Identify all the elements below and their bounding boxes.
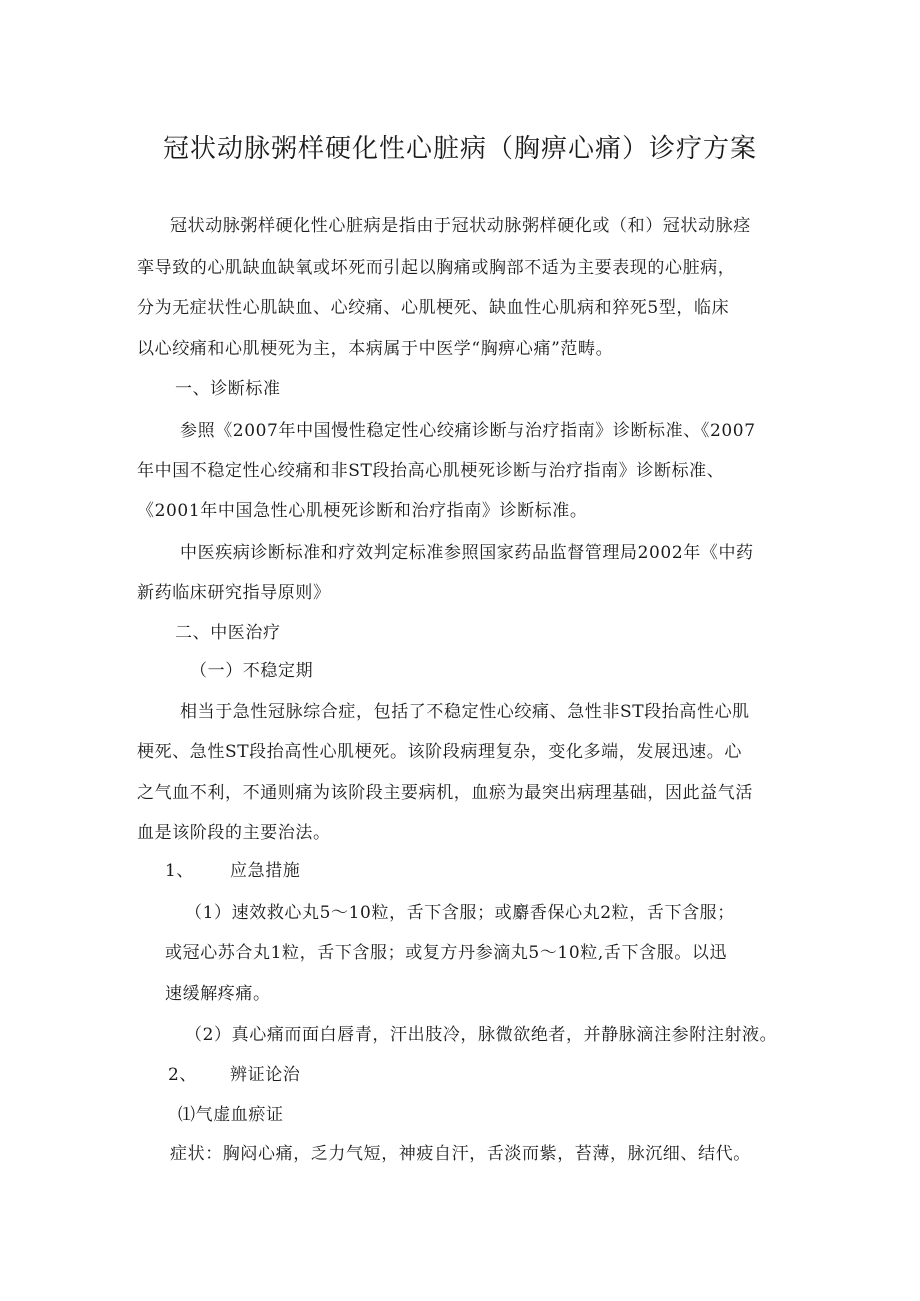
intro-line-3: 分为无症状性心肌缺血、心绞痛、心肌梗死、缺血性心肌病和猝死5型，临床 [137,298,730,318]
diagnosis-para2-line-2: 新药临床研究指导原则》 [137,583,331,603]
intro-line-2: 挛导致的心肌缺血缺氧或坏死而引起以胸痛或胸部不适为主要表现的心脏病， [137,258,736,278]
item-number-2: 2、 [168,1065,198,1085]
diagnosis-para1-line-2: 年中国不稳定性心绞痛和非ST段抬高心肌梗死诊断与治疗指南》诊断标准、 [137,461,725,481]
subsection-heading-unstable: （一）不稳定期 [190,661,314,681]
unstable-para-line-2: 梗死、急性ST段抬高性心肌梗死。该阶段病理复杂，变化多端，发展迅速。心 [137,742,742,762]
diagnosis-para2-line-1: 中医疾病诊断标准和疗效判定标准参照国家药品监督管理局2002年《中药 [180,543,754,563]
intro-line-1: 冠状动脉粥样硬化性心脏病是指由于冠状动脉粥样硬化或（和）冠状动脉痉 [170,216,751,236]
symptom-line: 症状：胸闷心痛，乏力气短，神疲自汗，舌淡而紫，苔薄，脉沉细、结代。 [170,1144,751,1164]
diagnosis-para1-line-3: 《2001年中国急性心肌梗死诊断和治疗指南》诊断标准。 [137,501,588,521]
emergency-p1-line-2: 或冠心苏合丸1粒，舌下含服；或复方丹参滴丸5～10粒,舌下含服。以迅 [165,943,728,963]
unstable-para-line-3: 之气血不利，不通则痛为该阶段主要病机，血瘀为最突出病理基础，因此益气活 [137,783,753,803]
syndrome-qi-deficiency: ⑴气虚血瘀证 [178,1105,284,1125]
item-heading-syndrome: 辨证论治 [230,1065,301,1085]
emergency-p2: （2）真心痛而面白唇青，汗出肢冷，脉微欲绝者，并静脉滴注参附注射液。 [185,1025,778,1045]
unstable-para-line-4: 血是该阶段的主要治法。 [137,823,331,843]
section-heading-diagnosis: 一、诊断标准 [175,379,281,399]
item-number-1: 1、 [165,861,195,881]
section-heading-tcm-treatment: 二、中医治疗 [175,623,281,643]
diagnosis-para1-line-1: 参照《2007年中国慢性稳定性心绞痛诊断与治疗指南》诊断标准、《2007 [180,421,756,441]
intro-line-4: 以心绞痛和心肌梗死为主，本病属于中医学“胸痹心痛”范畴。 [137,339,614,359]
unstable-para-line-1: 相当于急性冠脉综合症，包括了不稳定性心绞痛、急性非ST段抬高性心肌 [180,702,750,722]
emergency-p1-line-1: （1）速效救心丸5～10粒，舌下含服；或麝香保心丸2粒，舌下含服； [185,903,735,923]
emergency-p1-line-3: 速缓解疼痛。 [165,984,271,1004]
item-heading-emergency: 应急措施 [230,861,301,881]
document-title: 冠状动脉粥样硬化性心脏病（胸痹心痛）诊疗方案 [162,134,757,164]
